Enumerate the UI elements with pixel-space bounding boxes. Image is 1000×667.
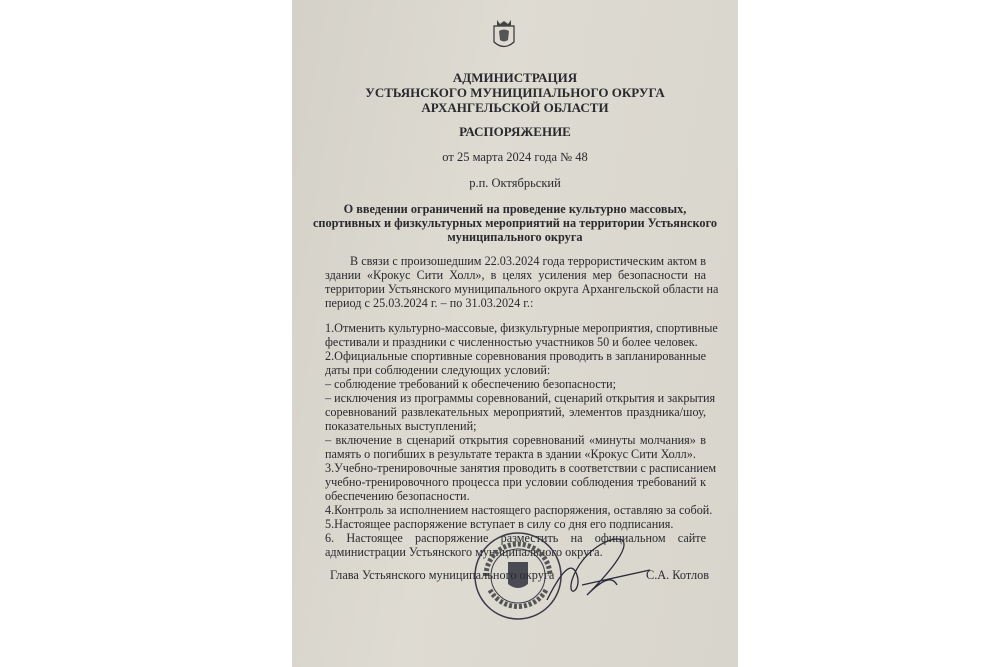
preamble-line: В связи с произошедшим 22.03.2024 года террористическим актом в bbox=[350, 254, 706, 268]
body-line: показательных выступлений; bbox=[325, 419, 477, 433]
coat-of-arms-emblem bbox=[491, 18, 517, 52]
subject-line: О введении ограничений на проведение культурно массовых, bbox=[343, 202, 687, 216]
body-line: 1.Отменить культурно-массовые, физкультурные мероприятия, спортивные bbox=[325, 321, 718, 335]
signatory-name: С.А. Котлов bbox=[646, 568, 710, 582]
body-line: – соблюдение требований к обеспечению безопасности; bbox=[325, 377, 617, 391]
body-line: 2.Официальные спортивные соревнования проводить в запланированные bbox=[325, 349, 707, 363]
place: р.п. Октябрьский bbox=[469, 176, 561, 190]
document-page bbox=[292, 0, 738, 667]
subject-line: муниципального округа bbox=[447, 230, 583, 244]
subject-line: спортивных и физкультурных мероприятий на территории Устьянского bbox=[312, 216, 718, 230]
header-line: УСТЬЯНСКОГО МУНИЦИПАЛЬНОГО ОКРУГА bbox=[365, 85, 665, 100]
body-line: память о погибших в результате теракта в здании «Крокус Сити Холл». bbox=[325, 447, 696, 461]
body-line: 6. Настоящее распоряжение разместить на официальном сайте bbox=[325, 531, 706, 545]
body-line: 3.Учебно-тренировочные занятия проводить в соответствии с расписанием bbox=[325, 461, 717, 475]
body-line: 4.Контроль за исполнением настоящего распоряжения, оставляю за собой. bbox=[325, 503, 713, 517]
body-line: – включение в сценарий открытия соревнований «минуты молчания» в bbox=[325, 433, 706, 447]
body-line: учебно-тренировочного процесса при условии соблюдения требований к bbox=[325, 475, 706, 489]
preamble-line: здании «Крокус Сити Холл», в целях усиления мер безопасности на bbox=[325, 268, 706, 282]
document-type: РАСПОРЯЖЕНИЕ bbox=[459, 124, 571, 139]
header-line: АРХАНГЕЛЬСКОЙ ОБЛАСТИ bbox=[421, 100, 609, 115]
preamble-line: период с 25.03.2024 г. – по 31.03.2024 г.: bbox=[325, 296, 534, 310]
body-line: фестивали и праздники с численностью участников 50 и более человек. bbox=[325, 335, 698, 349]
body-line: соревнований развлекательных мероприятий, элементов праздника/шоу, bbox=[325, 405, 706, 419]
signatory-position: Глава Устьянского муниципального округа bbox=[330, 568, 555, 582]
date-line: от 25 марта 2024 года № 48 bbox=[442, 150, 588, 164]
body-line: – исключения из программы соревнований, сценарий открытия и закрытия bbox=[325, 391, 716, 405]
body-line: даты при соблюдении следующих условий: bbox=[325, 363, 551, 377]
body-line: 5.Настоящее распоряжение вступает в силу со дня его подписания. bbox=[325, 517, 674, 531]
handwritten-signature bbox=[542, 530, 652, 610]
header-line: АДМИНИСТРАЦИЯ bbox=[452, 70, 578, 85]
body-line: обеспечению безопасности. bbox=[325, 489, 470, 503]
preamble-line: территории Устьянского муниципального округа Архангельской области на bbox=[325, 282, 719, 296]
body-line: администрации Устьянского муниципального округа. bbox=[325, 545, 603, 559]
